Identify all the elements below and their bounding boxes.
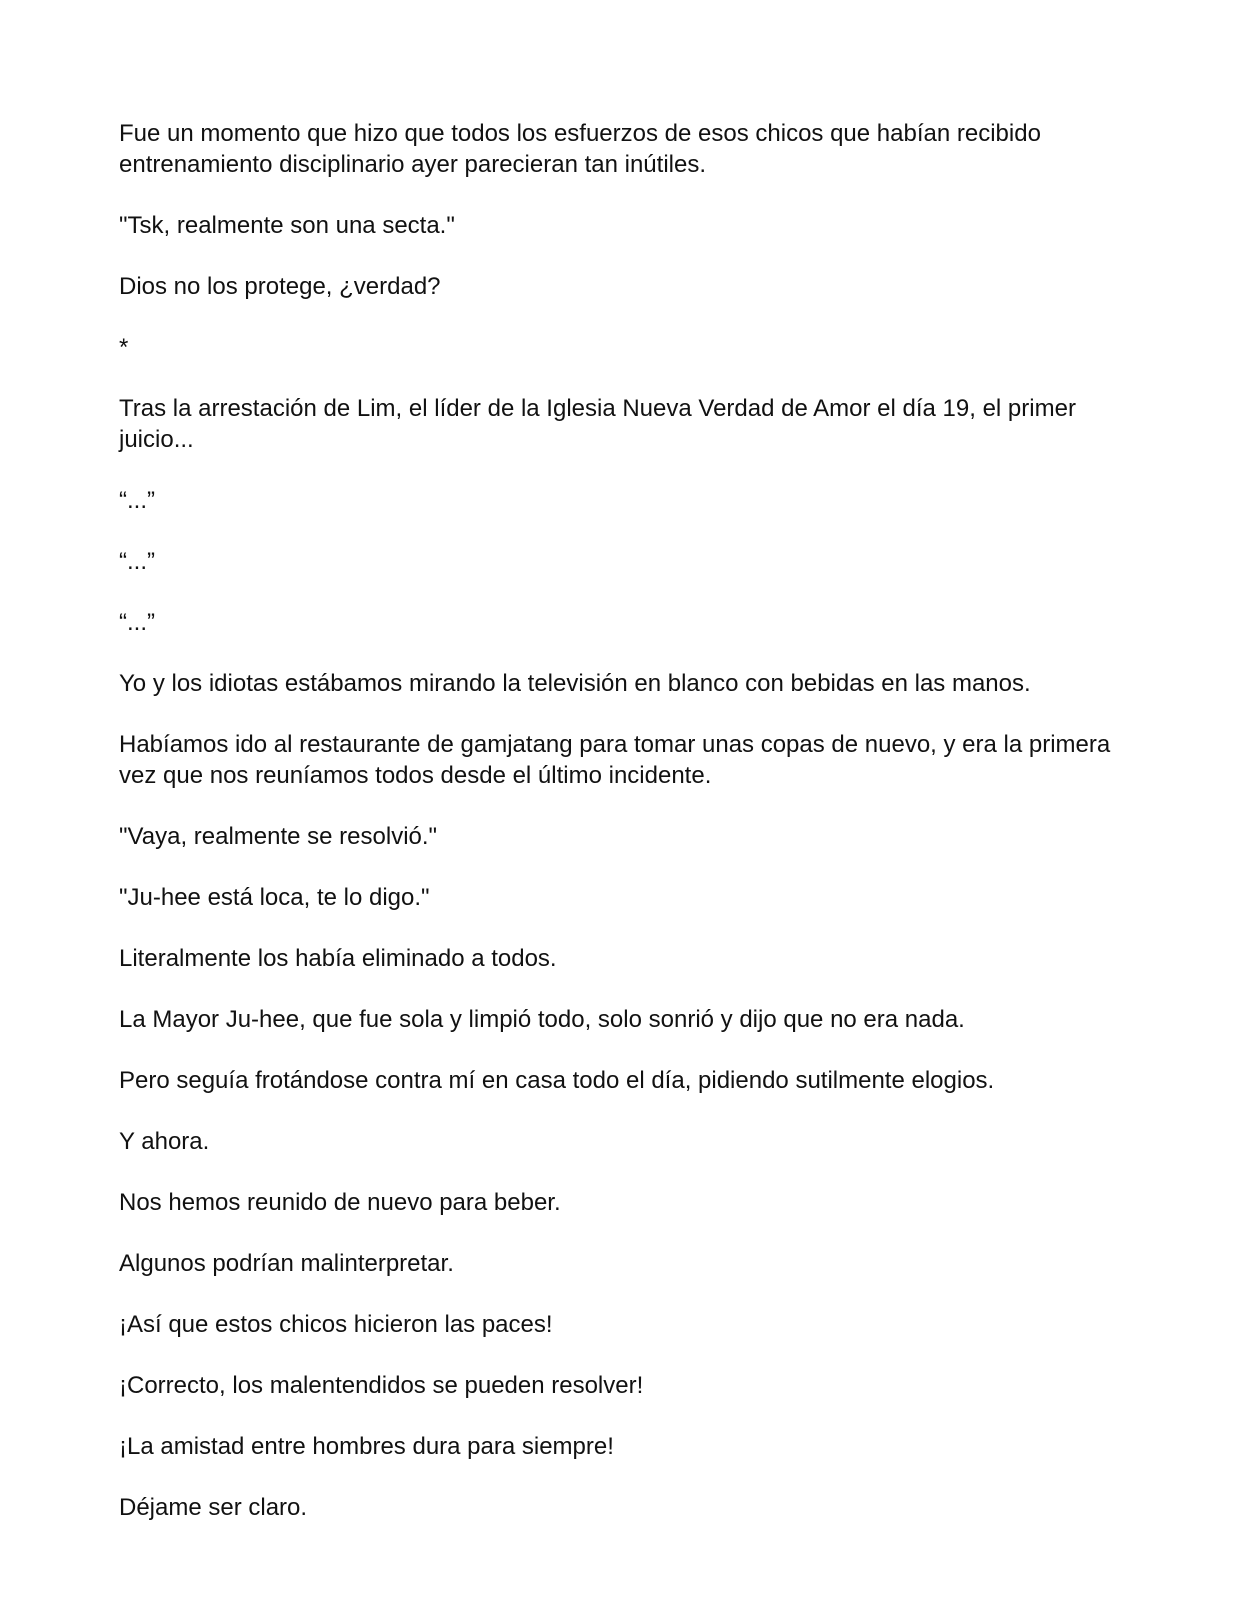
paragraph: Y ahora.: [119, 1128, 210, 1155]
paragraph: Pero seguía frotándose contra mí en casa todo el día, pidiendo sutilmente elogios.: [119, 1067, 995, 1094]
paragraph: ¡La amistad entre hombres dura para siempre!: [119, 1433, 614, 1460]
paragraph: La Mayor Ju-hee, que fue sola y limpió todo, solo sonrió y dijo que no era nada.: [119, 1006, 965, 1033]
paragraph: ¡Correcto, los malentendidos se pueden resolver!: [119, 1372, 644, 1399]
paragraph: “...”: [119, 609, 155, 636]
paragraph: Déjame ser claro.: [119, 1494, 308, 1521]
document-body: [119, 118, 1129, 1553]
paragraph: Tras la arrestación de Lim, el líder de la Iglesia Nueva Verdad de Amor el día 19, el primer juicio...: [119, 395, 1076, 453]
paragraph: "Tsk, realmente son una secta.": [119, 212, 455, 239]
paragraph: Nos hemos reunido de nuevo para beber.: [119, 1189, 561, 1216]
paragraph: Habíamos ido al restaurante de gamjatang para tomar unas copas de nuevo, y era la primera vez que nos reuníamos todos desde el último incidente.: [119, 731, 1111, 789]
paragraph: Yo y los idiotas estábamos mirando la televisión en blanco con bebidas en las manos.: [119, 670, 1031, 697]
paragraph: Algunos podrían malinterpretar.: [119, 1250, 454, 1277]
paragraph: ¡Así que estos chicos hicieron las paces!: [119, 1311, 553, 1338]
paragraph: "Ju-hee está loca, te lo digo.": [119, 884, 430, 911]
paragraph: Fue un momento que hizo que todos los esfuerzos de esos chicos que habían recibido entrenamiento disciplinario ayer parecieran tan inútiles.: [119, 120, 1041, 178]
paragraph: "Vaya, realmente se resolvió.": [119, 823, 438, 850]
paragraph: Literalmente los había eliminado a todos.: [119, 945, 557, 972]
paragraph: “...”: [119, 548, 155, 575]
scene-break: *: [119, 334, 129, 361]
paragraph: “...”: [119, 487, 155, 514]
paragraph: Dios no los protege, ¿verdad?: [119, 273, 441, 300]
